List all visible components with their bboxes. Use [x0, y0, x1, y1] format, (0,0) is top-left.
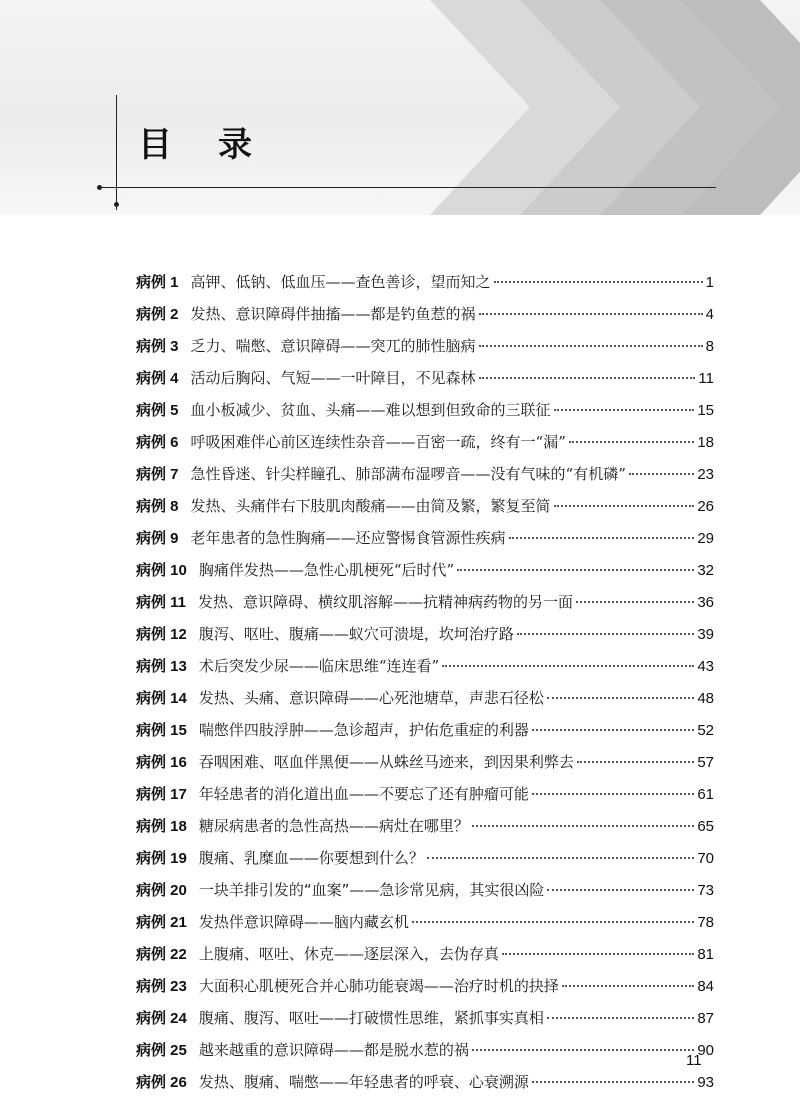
- chevron-decoration: [0, 0, 800, 215]
- case-title: [199, 1002, 544, 1034]
- dot-leader: [479, 312, 703, 315]
- case-subtitle: ——都是钓鱼惹的祸: [340, 305, 476, 323]
- case-number: 病例 11: [136, 594, 187, 611]
- case-number: 病例 21: [136, 914, 187, 931]
- toc-entry[interactable]: [136, 938, 714, 970]
- case-title: [191, 330, 476, 362]
- case-title: [199, 1034, 469, 1066]
- case-main-title: 发热、头痛伴右下肢肌肉酸痛: [190, 497, 386, 515]
- case-main-title: 发热、意识障碍伴抽搐: [190, 305, 341, 323]
- title-vertical-rule: [116, 95, 117, 210]
- case-main-title: 上腹痛、呕吐、休克: [198, 945, 334, 963]
- case-page-number: 93: [697, 1074, 714, 1091]
- case-main-title: 老年患者的急性胸痛: [190, 529, 326, 547]
- case-page-number: 36: [697, 594, 714, 611]
- case-number: 病例 4: [136, 370, 179, 387]
- case-main-title: 发热伴意识障碍: [198, 913, 304, 931]
- dot-leader: [509, 536, 695, 539]
- case-main-title: 一块羊排引发的“血案”: [198, 881, 350, 899]
- case-page-number: 90: [697, 1042, 714, 1059]
- case-page-number: 48: [697, 690, 714, 707]
- dot-leader: [442, 664, 694, 667]
- case-page-number: 23: [697, 466, 714, 483]
- case-title: [199, 938, 499, 970]
- case-main-title: 活动后胸闷、气短: [190, 369, 311, 387]
- toc-entry[interactable]: [136, 682, 714, 714]
- case-title: [191, 490, 551, 522]
- case-title: [191, 362, 476, 394]
- dot-leader: [569, 440, 694, 443]
- case-title: [191, 426, 566, 458]
- dot-leader: [532, 792, 694, 795]
- toc-entry[interactable]: [136, 330, 714, 362]
- case-title: [199, 714, 529, 746]
- case-page-number: 18: [697, 434, 714, 451]
- case-page-number: 1: [705, 274, 714, 291]
- header-band: [0, 0, 800, 215]
- dot-leader: [517, 632, 694, 635]
- case-title: [191, 298, 476, 330]
- title-horizontal-rule: [98, 187, 716, 188]
- dot-leader: [457, 568, 694, 571]
- case-number: 病例 10: [136, 562, 187, 579]
- case-title: [199, 554, 454, 586]
- case-page-number: 57: [697, 754, 714, 771]
- case-page-number: 39: [697, 626, 714, 643]
- case-number: 病例 16: [136, 754, 187, 771]
- case-title: [199, 1066, 529, 1098]
- dot-leader: [554, 504, 695, 507]
- case-page-number: 4: [705, 306, 714, 323]
- case-main-title: 胸痛伴发热: [198, 561, 274, 579]
- dot-leader: [494, 280, 703, 283]
- case-main-title: 大面积心肌梗死合并心肺功能衰竭: [198, 977, 424, 995]
- toc-entry[interactable]: [136, 522, 714, 554]
- rule-dot: [97, 185, 102, 190]
- case-page-number: 52: [697, 722, 714, 739]
- dot-leader: [479, 376, 696, 379]
- toc-entry[interactable]: [136, 426, 714, 458]
- toc-entry[interactable]: [136, 650, 714, 682]
- case-page-number: 81: [697, 946, 714, 963]
- case-page-number: 26: [697, 498, 714, 515]
- case-page-number: 78: [697, 914, 714, 931]
- case-number: 病例 6: [136, 434, 179, 451]
- case-number: 病例 7: [136, 466, 179, 483]
- case-page-number: 70: [697, 850, 714, 867]
- case-main-title: 糖尿病患者的急性高热: [198, 817, 349, 835]
- case-main-title: 吞咽困难、呕血伴黑便: [198, 753, 349, 771]
- dot-leader: [532, 1080, 694, 1083]
- case-title: [199, 682, 544, 714]
- case-subtitle: ——一叶障目，不见森林: [310, 369, 476, 387]
- case-number: 病例 3: [136, 338, 179, 355]
- case-page-number: 87: [697, 1010, 714, 1027]
- case-subtitle: ——突兀的肺性脑病: [340, 337, 476, 355]
- case-main-title: 术后突发少尿: [198, 657, 289, 675]
- case-subtitle: ——查色善诊，望而知之: [325, 273, 491, 291]
- case-main-title: 喘憋伴四肢浮肿: [198, 721, 304, 739]
- dot-leader: [547, 888, 694, 891]
- toc-entry[interactable]: [136, 298, 714, 330]
- case-number: 病例 17: [136, 786, 187, 803]
- case-number: 病例 1: [136, 274, 179, 291]
- case-main-title: 腹痛、乳糜血: [198, 849, 289, 867]
- dot-leader: [412, 920, 694, 923]
- rule-dot: [114, 202, 119, 207]
- dot-leader: [502, 952, 694, 955]
- case-page-number: 73: [697, 882, 714, 899]
- case-main-title: 呼吸困难伴心前区连续性杂音: [190, 433, 386, 451]
- case-main-title: 腹痛、腹泻、呕吐: [198, 1009, 319, 1027]
- case-title: [199, 618, 514, 650]
- case-number: 病例 24: [136, 1010, 187, 1027]
- toc-entry[interactable]: [136, 778, 714, 810]
- case-main-title: 越来越重的意识障碍: [198, 1041, 334, 1059]
- case-main-title: 血小板减少、贫血、头痛: [190, 401, 356, 419]
- case-number: 病例 19: [136, 850, 187, 867]
- toc-entry[interactable]: [136, 874, 714, 906]
- case-number: 病例 22: [136, 946, 187, 963]
- case-subtitle: ——蚁穴可溃堤，坎坷治疗路: [318, 625, 514, 643]
- case-number: 病例 25: [136, 1042, 187, 1059]
- case-subtitle: ——由简及繁，繁复至简: [385, 497, 551, 515]
- case-title: [191, 266, 491, 298]
- case-number: 病例 23: [136, 978, 187, 995]
- toc-entry[interactable]: [136, 842, 714, 874]
- case-number: 病例 2: [136, 306, 179, 323]
- toc-entry[interactable]: [136, 490, 714, 522]
- dot-leader: [547, 1016, 694, 1019]
- dot-leader: [554, 408, 695, 411]
- toc-entry[interactable]: [136, 458, 714, 490]
- case-number: 病例 14: [136, 690, 187, 707]
- case-main-title: 高钾、低钠、低血压: [190, 273, 326, 291]
- toc-entry[interactable]: [136, 1066, 714, 1098]
- case-subtitle: ——病灶在哪里？: [348, 817, 469, 835]
- case-main-title: 发热、头痛、意识障碍: [198, 689, 349, 707]
- case-number: 病例 8: [136, 498, 179, 515]
- case-subtitle: ——百密一疏，终有一“漏”: [385, 433, 566, 451]
- toc-entry[interactable]: [136, 618, 714, 650]
- case-number: 病例 5: [136, 402, 179, 419]
- table-of-contents: [136, 266, 714, 1098]
- toc-entry[interactable]: [136, 1002, 714, 1034]
- case-subtitle: ——还应警惕食管源性疾病: [325, 529, 506, 547]
- case-page-number: 61: [697, 786, 714, 803]
- case-subtitle: ——都是脱水惹的祸: [333, 1041, 469, 1059]
- case-number: 病例 26: [136, 1074, 187, 1091]
- case-subtitle: ——脑内藏玄机: [303, 913, 409, 931]
- toc-entry[interactable]: [136, 970, 714, 1002]
- dot-leader: [472, 824, 694, 827]
- case-subtitle: ——难以想到但致命的三联征: [355, 401, 551, 419]
- toc-entry[interactable]: [136, 1034, 714, 1066]
- case-title: [199, 810, 469, 842]
- case-number: 病例 20: [136, 882, 187, 899]
- case-page-number: 29: [697, 530, 714, 547]
- case-title: [199, 906, 409, 938]
- case-number: 病例 15: [136, 722, 187, 739]
- case-main-title: 年轻患者的消化道出血: [198, 785, 349, 803]
- case-subtitle: ——没有气味的“有机磷”: [460, 465, 626, 483]
- case-subtitle: ——从蛛丝马迹来，到因果利弊去: [348, 753, 574, 771]
- case-main-title: 腹泻、呕吐、腹痛: [198, 625, 319, 643]
- case-subtitle: ——年轻患者的呼衰、心衰溯源: [318, 1073, 529, 1091]
- case-page-number: 65: [697, 818, 714, 835]
- toc-entry[interactable]: [136, 362, 714, 394]
- case-page-number: 8: [705, 338, 714, 355]
- case-number: 病例 9: [136, 530, 179, 547]
- case-subtitle: ——打破惯性思维，紧抓事实真相: [318, 1009, 544, 1027]
- case-subtitle: ——急性心肌梗死“后时代”: [273, 561, 455, 579]
- case-subtitle: ——逐层深入，去伪存真: [333, 945, 499, 963]
- case-page-number: 32: [697, 562, 714, 579]
- case-title: [199, 778, 529, 810]
- toc-entry[interactable]: [136, 586, 714, 618]
- dot-leader: [629, 472, 694, 475]
- case-main-title: 乏力、喘憋、意识障碍: [190, 337, 341, 355]
- case-subtitle: ——治疗时机的抉择: [423, 977, 559, 995]
- case-page-number: 43: [697, 658, 714, 675]
- case-main-title: 发热、意识障碍、横纹肌溶解: [198, 593, 394, 611]
- case-subtitle: ——抗精神病药物的另一面: [393, 593, 574, 611]
- dot-leader: [532, 728, 694, 731]
- dot-leader: [577, 760, 694, 763]
- case-title: [199, 970, 559, 1002]
- case-page-number: 11: [698, 370, 714, 387]
- dot-leader: [576, 600, 694, 603]
- page-number: 11: [686, 1052, 702, 1069]
- toc-entry[interactable]: [136, 746, 714, 778]
- toc-entry[interactable]: [136, 714, 714, 746]
- case-subtitle: ——心死池塘草，声悲石径松: [348, 689, 544, 707]
- case-title: [199, 874, 545, 906]
- case-title: [191, 458, 626, 490]
- dot-leader: [472, 1048, 694, 1051]
- page-title: 目录: [138, 125, 298, 165]
- dot-leader: [427, 856, 694, 859]
- case-subtitle: ——临床思维“连连看”: [288, 657, 440, 675]
- case-main-title: 发热、腹痛、喘憋: [198, 1073, 319, 1091]
- toc-entry[interactable]: [136, 394, 714, 426]
- toc-entry[interactable]: [136, 554, 714, 586]
- case-title: [199, 650, 439, 682]
- case-number: 病例 12: [136, 626, 187, 643]
- dot-leader: [479, 344, 703, 347]
- case-subtitle: ——急诊常见病，其实很凶险: [349, 881, 545, 899]
- dot-leader: [547, 696, 694, 699]
- case-number: 病例 18: [136, 818, 187, 835]
- case-title: [199, 746, 574, 778]
- toc-entry[interactable]: [136, 810, 714, 842]
- case-page-number: 15: [697, 402, 714, 419]
- case-title: [199, 842, 424, 874]
- case-page-number: 84: [697, 978, 714, 995]
- case-title: [191, 394, 551, 426]
- case-number: 病例 13: [136, 658, 187, 675]
- toc-entry[interactable]: [136, 906, 714, 938]
- dot-leader: [562, 984, 694, 987]
- case-title: [198, 586, 573, 618]
- case-title: [191, 522, 506, 554]
- case-subtitle: ——你要想到什么？: [288, 849, 424, 867]
- toc-entry[interactable]: [136, 266, 714, 298]
- case-main-title: 急性昏迷、针尖样瞳孔、肺部满布湿啰音: [190, 465, 461, 483]
- case-subtitle: ——不要忘了还有肿瘤可能: [348, 785, 529, 803]
- case-subtitle: ——急诊超声，护佑危重症的利器: [303, 721, 529, 739]
